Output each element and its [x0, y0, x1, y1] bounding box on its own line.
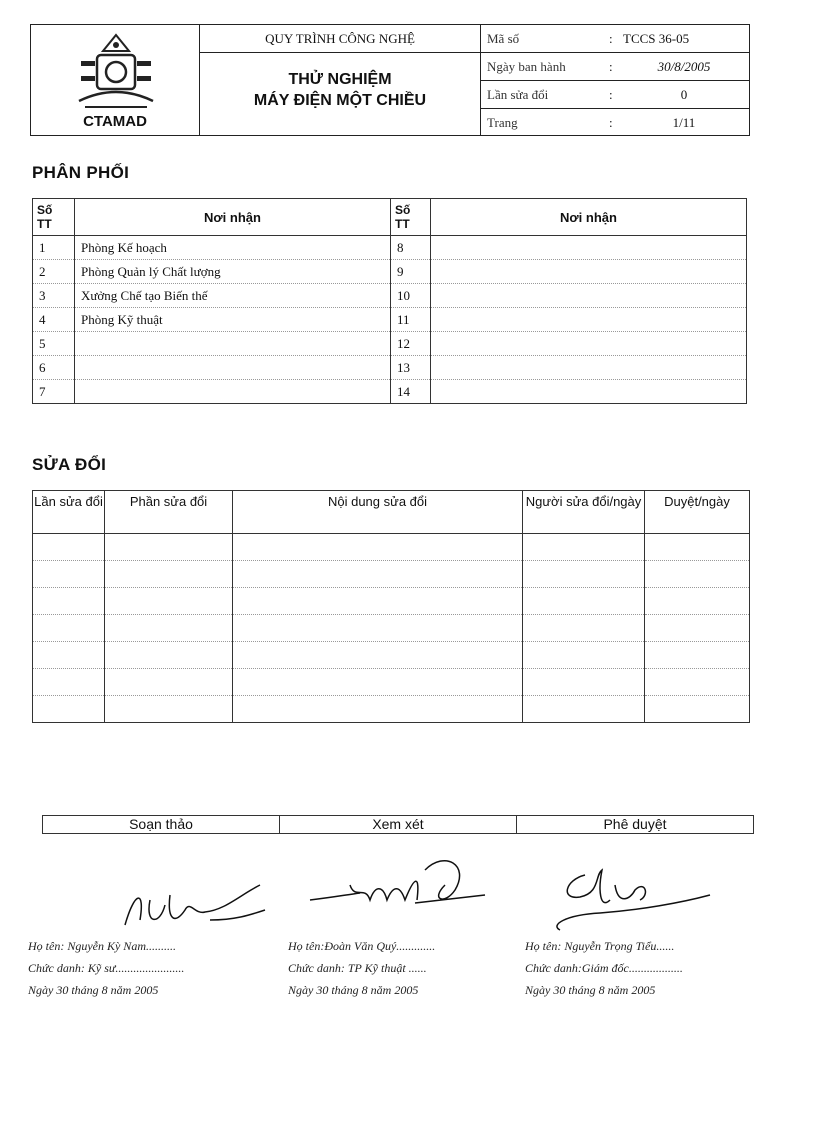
table-row	[33, 284, 747, 308]
row-recipient	[431, 284, 747, 308]
table-row	[33, 696, 750, 723]
row-no: 13	[391, 356, 431, 380]
cell	[645, 642, 750, 669]
col-reviewed: Xem xét	[280, 816, 517, 833]
signer-date: Ngày 30 tháng 8 năm 2005	[525, 983, 656, 997]
doc-title-line2: MÁY ĐIỆN MỘT CHIỀU	[253, 92, 427, 109]
cell	[523, 561, 645, 588]
signer-date: Ngày 30 tháng 8 năm 2005	[28, 983, 159, 997]
cell	[523, 588, 645, 615]
cell	[33, 588, 105, 615]
cell	[105, 642, 233, 669]
row-no: 12	[391, 332, 431, 356]
row-recipient	[431, 260, 747, 284]
row-recipient	[431, 332, 747, 356]
signer-name: Họ tên: Nguyễn Kỳ Nam..........	[28, 939, 176, 953]
row-recipient	[431, 356, 747, 380]
signer-title: Chức danh: TP Kỹ thuật ......	[288, 961, 427, 975]
row-recipient	[431, 308, 747, 332]
row-no: 3	[33, 284, 75, 308]
cell	[523, 642, 645, 669]
row-recipient	[431, 236, 747, 260]
doc-meta	[481, 25, 749, 135]
signer-title: Chức danh:Giám đốc..................	[525, 961, 683, 975]
row-no: 2	[33, 260, 75, 284]
signer-name: Họ tên:Đoàn Văn Quý.............	[288, 939, 436, 953]
cell	[523, 669, 645, 696]
title-cell	[200, 25, 481, 135]
meta-row-revision: Lần sửa đổi : 0	[481, 81, 749, 109]
table-row	[33, 308, 747, 332]
col-no: Số TT	[33, 199, 75, 236]
signoff-header	[42, 815, 754, 834]
cell	[233, 696, 523, 723]
signer-name: Họ tên: Nguyễn Trọng Tiểu......	[525, 939, 675, 953]
col-revision-no: Lần sửa đổi	[33, 491, 105, 534]
row-recipient: Phòng Quản lý Chất lượng	[75, 260, 391, 284]
col-revised-part: Phần sửa đổi	[105, 491, 233, 534]
col-approval-date: Duyệt/ngày	[645, 491, 750, 534]
cell	[105, 534, 233, 561]
table-header-row	[33, 199, 747, 236]
meta-row-code: Mã số : TCCS 36-05	[481, 25, 749, 53]
row-no: 11	[391, 308, 431, 332]
table-row	[33, 615, 750, 642]
cell	[645, 615, 750, 642]
meta-value: TCCS 36-05	[623, 31, 690, 46]
document-header	[30, 24, 750, 136]
cell	[233, 588, 523, 615]
row-no: 10	[391, 284, 431, 308]
row-no: 6	[33, 356, 75, 380]
cell	[645, 669, 750, 696]
cell	[645, 561, 750, 588]
doc-title	[200, 53, 480, 111]
cell	[523, 534, 645, 561]
meta-label: Trang	[487, 115, 518, 130]
table-row	[33, 588, 750, 615]
row-recipient	[75, 356, 391, 380]
company-logo-icon	[71, 31, 161, 111]
row-no: 7	[33, 380, 75, 404]
distribution-table	[32, 198, 747, 404]
logo-cell	[31, 25, 200, 135]
table-row	[33, 669, 750, 696]
table-row	[33, 260, 747, 284]
row-recipient	[431, 380, 747, 404]
cell	[33, 534, 105, 561]
signature-drafter-icon	[115, 870, 275, 940]
row-no: 9	[391, 260, 431, 284]
row-no: 14	[391, 380, 431, 404]
cell	[233, 642, 523, 669]
cell	[233, 561, 523, 588]
col-recipient: Nơi nhận	[431, 199, 747, 236]
row-no: 1	[33, 236, 75, 260]
col-approved: Phê duyệt	[603, 816, 667, 832]
cell	[105, 588, 233, 615]
table-row	[33, 356, 747, 380]
row-no: 5	[33, 332, 75, 356]
cell	[523, 696, 645, 723]
meta-value: 0	[680, 87, 688, 102]
table-header-row	[33, 491, 750, 534]
table-row	[33, 332, 747, 356]
revision-heading: SỬA ĐỔI	[32, 455, 107, 474]
cell	[105, 615, 233, 642]
row-no: 8	[391, 236, 431, 260]
signer-approver	[525, 935, 683, 1001]
cell	[33, 561, 105, 588]
signature-reviewer-icon	[305, 855, 515, 925]
cell	[33, 669, 105, 696]
col-recipient: Nơi nhận	[75, 199, 391, 236]
table-row	[33, 534, 750, 561]
cell	[105, 669, 233, 696]
cell	[105, 696, 233, 723]
distribution-heading: PHÂN PHỐI	[32, 163, 130, 182]
table-row	[33, 236, 747, 260]
cell	[33, 642, 105, 669]
signature-approver-icon	[540, 855, 720, 940]
table-row	[33, 642, 750, 669]
cell	[645, 534, 750, 561]
table-row	[33, 561, 750, 588]
cell	[233, 615, 523, 642]
revision-table	[32, 490, 750, 723]
cell	[105, 561, 233, 588]
cell	[233, 534, 523, 561]
col-no: Số TT	[391, 199, 431, 236]
cell	[645, 588, 750, 615]
row-no: 4	[33, 308, 75, 332]
table-row	[33, 380, 747, 404]
meta-label: Mã số	[487, 31, 520, 46]
cell	[523, 615, 645, 642]
cell	[33, 696, 105, 723]
col-revision-content: Nội dung sửa đổi	[233, 491, 523, 534]
cell	[33, 615, 105, 642]
row-recipient: Phòng Kế hoạch	[75, 236, 391, 260]
signer-drafter	[28, 935, 184, 1001]
row-recipient	[75, 332, 391, 356]
col-reviser-date: Người sửa đổi/ngày	[523, 491, 645, 534]
signer-title: Chức danh: Kỹ sư.......................	[28, 961, 185, 975]
company-name: CTAMAD	[83, 113, 147, 130]
cell	[645, 696, 750, 723]
row-recipient: Phòng Kỹ thuật	[75, 308, 391, 332]
signer-reviewer	[288, 935, 435, 1001]
meta-value: 1/11	[672, 115, 696, 130]
col-drafted: Soạn thảo	[43, 816, 280, 833]
doc-title-line1: THỬ NGHIỆM	[288, 71, 392, 88]
cell	[233, 669, 523, 696]
meta-value-handwritten: 30/8/2005	[657, 59, 711, 74]
row-recipient: Xưởng Chế tạo Biến thế	[75, 284, 391, 308]
meta-label: Lần sửa đổi	[487, 87, 549, 102]
meta-row-issue-date: Ngày ban hành : 30/8/2005	[481, 53, 749, 81]
signer-date: Ngày 30 tháng 8 năm 2005	[288, 983, 419, 997]
doc-type: QUY TRÌNH CÔNG NGHỆ	[200, 25, 480, 53]
meta-label: Ngày ban hành	[487, 59, 566, 74]
meta-row-page: Trang : 1/11	[481, 109, 749, 136]
row-recipient	[75, 380, 391, 404]
